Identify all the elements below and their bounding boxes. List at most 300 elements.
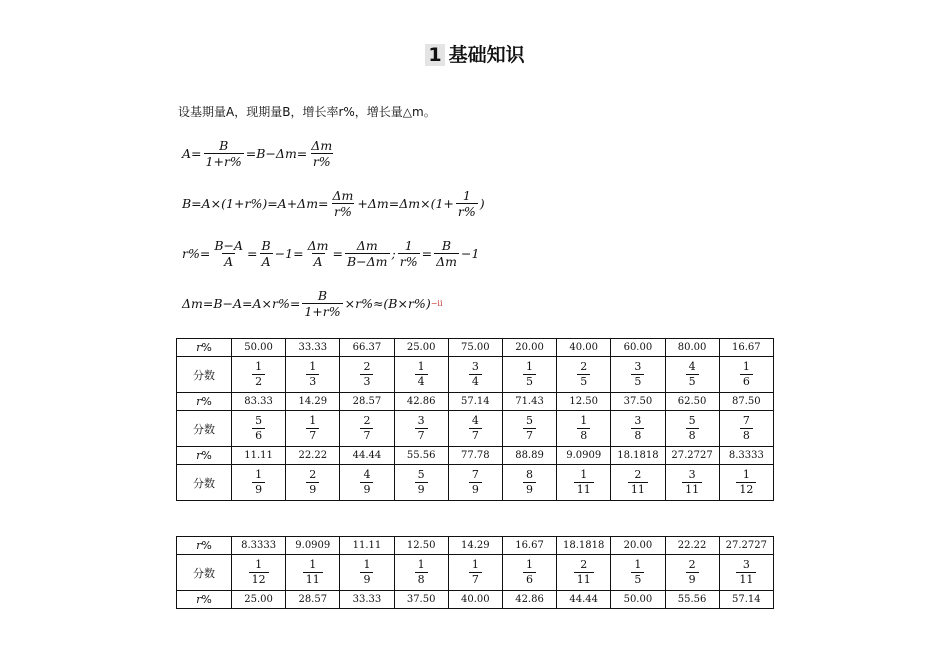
- rate-cell: 88.89: [502, 447, 556, 465]
- fraction-cell: [611, 465, 665, 501]
- formula-text: ): [479, 196, 485, 211]
- rate-cell: 12.50: [394, 537, 448, 555]
- denominator: r%: [334, 204, 352, 219]
- numerator: 1: [309, 414, 317, 427]
- fraction: [360, 360, 373, 389]
- fraction: [682, 468, 702, 497]
- rate-cell: 37.50: [394, 591, 448, 609]
- numerator: 2: [580, 360, 588, 373]
- denominator: Δm: [436, 254, 457, 269]
- numerator: 1: [255, 558, 263, 571]
- denominator: 9: [252, 482, 265, 497]
- fraction-cell: [340, 555, 394, 591]
- fraction: [469, 414, 482, 443]
- fraction-cell: [611, 555, 665, 591]
- numerator: 3: [634, 414, 642, 427]
- fraction: [523, 468, 536, 497]
- numerator: 5: [688, 414, 696, 427]
- formula-growth-rate: [182, 238, 479, 269]
- rate-cell: 16.67: [502, 537, 556, 555]
- fraction: [577, 360, 590, 389]
- numerator: 2: [634, 468, 642, 481]
- denominator: 9: [469, 482, 482, 497]
- fraction: [523, 360, 536, 389]
- rate-cell: 44.44: [557, 591, 611, 609]
- fraction-label: 分数: [193, 566, 215, 580]
- denominator: 7: [523, 428, 536, 443]
- numerator: 5: [255, 414, 263, 427]
- rate-symbol: r: [196, 593, 202, 606]
- fraction: [306, 238, 331, 269]
- fraction-cell: [340, 411, 394, 447]
- numerator: 4: [471, 414, 479, 427]
- numerator: Δm: [311, 138, 333, 153]
- rate-cell: 27.2727: [719, 537, 773, 555]
- fraction-cell: [611, 411, 665, 447]
- numerator: 3: [742, 558, 750, 571]
- formula-text: ×r%≈(B×r%): [344, 296, 431, 311]
- numerator: 4: [363, 468, 371, 481]
- rate-cell: 80.00: [665, 339, 719, 357]
- fraction-label: 分数: [193, 368, 215, 382]
- numerator: Δm: [307, 238, 329, 253]
- denominator: B−Δm: [346, 254, 388, 269]
- formula-text: Δm=B−A=A×r%=: [182, 296, 301, 311]
- denominator: 9: [306, 482, 319, 497]
- numerator: 7: [471, 468, 479, 481]
- rate-cell: 42.86: [502, 591, 556, 609]
- section-title: 基础知识: [448, 44, 525, 66]
- numerator: 3: [471, 360, 479, 373]
- fraction: [302, 288, 342, 319]
- fraction-row: [177, 555, 774, 591]
- fraction-cell: [557, 357, 611, 393]
- denominator: 9: [360, 482, 373, 497]
- rate-cell: 71.43: [502, 393, 556, 411]
- rate-symbol: r: [196, 341, 202, 354]
- rate-cell: 20.00: [611, 537, 665, 555]
- numerator: B: [219, 138, 229, 153]
- fraction-cell: [340, 465, 394, 501]
- rate-cell: 50.00: [232, 339, 286, 357]
- denominator: 6: [252, 428, 265, 443]
- denominator: r%: [312, 154, 331, 169]
- numerator: 1: [526, 360, 534, 373]
- fraction-cell: [502, 555, 556, 591]
- denominator: 12: [249, 572, 269, 587]
- numerator: 2: [363, 360, 371, 373]
- fraction-cell: [394, 465, 448, 501]
- rate-cell: 42.86: [394, 393, 448, 411]
- formula-text: −1: [460, 246, 480, 261]
- rate-cell: 16.67: [719, 339, 773, 357]
- rate-cell: 57.14: [719, 591, 773, 609]
- rate-cell: 14.29: [448, 537, 502, 555]
- rate-row: [177, 591, 774, 609]
- formula-text: A=: [182, 146, 202, 161]
- formula-text: B=A×(1+r%)=A+Δm=: [182, 196, 329, 211]
- denominator: 7: [469, 572, 482, 587]
- fraction-cell: [665, 555, 719, 591]
- fraction: [415, 360, 428, 389]
- fraction: [204, 138, 244, 169]
- fraction-cell: [448, 357, 502, 393]
- denominator: 1+r%: [205, 154, 242, 169]
- rate-cell: 33.33: [340, 591, 394, 609]
- denominator: 7: [469, 428, 482, 443]
- fraction-cell: [340, 357, 394, 393]
- rate-cell: 9.0909: [286, 537, 340, 555]
- numerator: 1: [471, 558, 479, 571]
- rate-cell: 20.00: [502, 339, 556, 357]
- fraction: [252, 360, 265, 389]
- fraction-cell: [611, 357, 665, 393]
- rate-symbol: r: [196, 449, 202, 462]
- denominator: A: [313, 254, 323, 269]
- rate-row: [177, 537, 774, 555]
- formula-text: =: [332, 246, 343, 261]
- fraction-header-cell: [177, 555, 232, 591]
- formula-text: r%=: [182, 246, 211, 261]
- denominator: 8: [631, 428, 644, 443]
- rate-cell: 75.00: [448, 339, 502, 357]
- fraction: [249, 558, 269, 587]
- percent-symbol: %: [201, 593, 212, 606]
- fraction-cell: [394, 357, 448, 393]
- rate-cell: 57.14: [448, 393, 502, 411]
- denominator: 9: [415, 482, 428, 497]
- denominator: A: [261, 254, 271, 269]
- rate-cell: 55.56: [665, 591, 719, 609]
- fraction: [415, 468, 428, 497]
- numerator: 4: [688, 360, 696, 373]
- fraction: [306, 360, 319, 389]
- rate-row: [177, 447, 774, 465]
- fraction-cell: [557, 411, 611, 447]
- rate-cell: 83.33: [232, 393, 286, 411]
- fraction-cell: [557, 465, 611, 501]
- formula-text: −1=: [274, 246, 304, 261]
- rate-cell: 8.3333: [719, 447, 773, 465]
- rate-symbol: r: [196, 539, 202, 552]
- percent-symbol: %: [201, 341, 212, 354]
- numerator: B: [441, 238, 452, 253]
- fraction-cell: [286, 411, 340, 447]
- fraction: [456, 188, 478, 219]
- fraction-cell: [719, 555, 773, 591]
- numerator: Δm: [332, 188, 354, 203]
- intro-text: 设基期量A，现期量B，增长率r%，增长量△m。: [178, 105, 436, 119]
- fraction-cell: [719, 411, 773, 447]
- denominator: 12: [736, 482, 756, 497]
- numerator: 1: [404, 238, 413, 253]
- rate-cell: 18.1818: [557, 537, 611, 555]
- numerator: 2: [580, 558, 588, 571]
- numerator: 3: [634, 360, 642, 373]
- percent-symbol: %: [201, 449, 212, 462]
- fraction: [309, 138, 334, 169]
- denominator: 7: [360, 428, 373, 443]
- fraction-cell: [665, 357, 719, 393]
- denominator: 3: [360, 374, 373, 389]
- fraction: [415, 414, 428, 443]
- percent-symbol: %: [201, 539, 212, 552]
- denominator: 5: [523, 374, 536, 389]
- fraction: [736, 468, 756, 497]
- numerator: 1: [634, 558, 642, 571]
- numerator: 8: [526, 468, 534, 481]
- denominator: r%: [457, 204, 476, 219]
- formula-text: +Δm=Δm×(1+: [357, 196, 454, 211]
- rate-cell: 60.00: [611, 339, 665, 357]
- fraction-cell: [286, 465, 340, 501]
- rate-cell: 77.78: [448, 447, 502, 465]
- denominator: 11: [682, 482, 702, 497]
- formula-text: ;: [391, 246, 396, 261]
- numerator: 3: [688, 468, 696, 481]
- section-number: 1: [425, 44, 444, 66]
- fraction: [260, 238, 273, 269]
- rate-cell: 25.00: [394, 339, 448, 357]
- fraction: [360, 468, 373, 497]
- page-title: [0, 40, 950, 67]
- fraction-cell: [448, 555, 502, 591]
- fraction-cell: [448, 411, 502, 447]
- rate-cell: 22.22: [286, 447, 340, 465]
- fraction-rate-table: [176, 536, 774, 609]
- numerator: 5: [417, 468, 425, 481]
- fraction: [331, 188, 356, 219]
- rate-cell: 22.22: [665, 537, 719, 555]
- rate-cell: 50.00: [611, 591, 665, 609]
- numerator: 1: [742, 468, 750, 481]
- rate-cell: 25.00: [232, 591, 286, 609]
- rate-cell: 28.57: [340, 393, 394, 411]
- denominator: 5: [631, 572, 644, 587]
- denominator: 11: [574, 482, 594, 497]
- rate-cell: 40.00: [557, 339, 611, 357]
- fraction-label: 分数: [193, 422, 215, 436]
- denominator: 9: [686, 572, 699, 587]
- fraction: [415, 558, 428, 587]
- rate-row: [177, 339, 774, 357]
- fraction: [303, 558, 323, 587]
- rate-header-cell: [177, 339, 232, 357]
- fraction: [574, 558, 594, 587]
- fraction: [360, 414, 373, 443]
- fraction: [686, 360, 699, 389]
- rate-cell: 9.0909: [557, 447, 611, 465]
- fraction: [577, 414, 590, 443]
- fraction-cell: [232, 357, 286, 393]
- fraction-cell: [232, 555, 286, 591]
- fraction: [740, 360, 753, 389]
- formula-text: =: [421, 246, 433, 261]
- rate-cell: 27.2727: [665, 447, 719, 465]
- denominator: 5: [631, 374, 644, 389]
- fraction-header-cell: [177, 465, 232, 501]
- numerator: 3: [417, 414, 425, 427]
- numerator: 1: [526, 558, 534, 571]
- denominator: 2: [252, 374, 265, 389]
- fraction-row: [177, 465, 774, 501]
- denominator: 8: [686, 428, 699, 443]
- fraction: [360, 558, 373, 587]
- rate-header-cell: [177, 591, 232, 609]
- fraction: [686, 414, 699, 443]
- formula-text: =: [247, 246, 258, 261]
- numerator: 1: [580, 414, 588, 427]
- fraction: [736, 558, 756, 587]
- numerator: 1: [255, 468, 263, 481]
- fraction-cell: [665, 411, 719, 447]
- rate-cell: 14.29: [286, 393, 340, 411]
- fraction: [306, 414, 319, 443]
- fraction: [574, 468, 594, 497]
- fraction: [252, 414, 265, 443]
- denominator: 9: [523, 482, 536, 497]
- rate-cell: 62.50: [665, 393, 719, 411]
- formula-growth-amount: [182, 288, 443, 319]
- numerator: B: [261, 238, 271, 253]
- denominator: 11: [303, 572, 323, 587]
- fraction-header-cell: [177, 411, 232, 447]
- numerator: 1: [417, 360, 425, 373]
- rate-cell: 66.37: [340, 339, 394, 357]
- denominator: 4: [415, 374, 428, 389]
- rate-cell: 33.33: [286, 339, 340, 357]
- fraction: [523, 558, 536, 587]
- numerator: 1: [309, 360, 317, 373]
- denominator: 5: [577, 374, 590, 389]
- fraction-cell: [557, 555, 611, 591]
- fraction: [398, 238, 420, 269]
- fraction: [306, 468, 319, 497]
- numerator: 2: [309, 468, 317, 481]
- denominator: 1+r%: [304, 304, 341, 319]
- denominator: 7: [306, 428, 319, 443]
- denominator: 9: [360, 572, 373, 587]
- fraction-cell: [394, 411, 448, 447]
- denominator: 11: [736, 572, 756, 587]
- fraction: [212, 238, 245, 269]
- fraction-cell: [719, 357, 773, 393]
- denominator: A: [224, 254, 234, 269]
- fraction: [523, 414, 536, 443]
- numerator: 5: [526, 414, 534, 427]
- fraction: [252, 468, 265, 497]
- fraction-label: 分数: [193, 476, 215, 490]
- rate-fraction-table: [176, 338, 774, 501]
- denominator: 6: [740, 374, 753, 389]
- fraction-cell: [286, 357, 340, 393]
- rate-cell: 87.50: [719, 393, 773, 411]
- numerator: 1: [363, 558, 371, 571]
- denominator: 8: [740, 428, 753, 443]
- rate-cell: 8.3333: [232, 537, 286, 555]
- formula-base-period: [182, 138, 336, 169]
- fraction: [469, 360, 482, 389]
- numerator: 2: [363, 414, 371, 427]
- rate-cell: 11.11: [232, 447, 286, 465]
- fraction-cell: [448, 465, 502, 501]
- numerator: 7: [742, 414, 750, 427]
- fraction-cell: [394, 555, 448, 591]
- fraction-cell: [665, 465, 719, 501]
- annotation-mark: −ii: [430, 299, 443, 308]
- percent-symbol: %: [201, 395, 212, 408]
- fraction: [740, 414, 753, 443]
- denominator: 11: [574, 572, 594, 587]
- fraction-cell: [502, 411, 556, 447]
- numerator: 2: [688, 558, 696, 571]
- formula-text: =B−Δm=: [245, 146, 308, 161]
- fraction-header-cell: [177, 357, 232, 393]
- rate-cell: 18.1818: [611, 447, 665, 465]
- numerator: 1: [309, 558, 317, 571]
- denominator: 7: [415, 428, 428, 443]
- fraction: [631, 414, 644, 443]
- numerator: Δm: [356, 238, 378, 253]
- fraction-cell: [232, 465, 286, 501]
- fraction-cell: [502, 357, 556, 393]
- fraction: [628, 468, 648, 497]
- rate-cell: 55.56: [394, 447, 448, 465]
- rate-row: [177, 393, 774, 411]
- rate-header-cell: [177, 537, 232, 555]
- denominator: 11: [628, 482, 648, 497]
- rate-cell: 28.57: [286, 591, 340, 609]
- fraction-cell: [286, 555, 340, 591]
- fraction: [686, 558, 699, 587]
- fraction: [631, 360, 644, 389]
- numerator: 1: [580, 468, 588, 481]
- numerator: B: [317, 288, 328, 303]
- fraction-row: [177, 411, 774, 447]
- rate-cell: 12.50: [557, 393, 611, 411]
- rate-cell: 40.00: [448, 591, 502, 609]
- numerator: 1: [742, 360, 750, 373]
- numerator: 1: [417, 558, 425, 571]
- rate-cell: 37.50: [611, 393, 665, 411]
- fraction-cell: [719, 465, 773, 501]
- rate-header-cell: [177, 447, 232, 465]
- numerator: B−A: [214, 238, 244, 253]
- denominator: 5: [686, 374, 699, 389]
- rate-symbol: r: [196, 395, 202, 408]
- rate-cell: 44.44: [340, 447, 394, 465]
- fraction: [631, 558, 644, 587]
- rate-header-cell: [177, 393, 232, 411]
- fraction-cell: [232, 411, 286, 447]
- fraction: [345, 238, 390, 269]
- denominator: 8: [577, 428, 590, 443]
- fraction: [434, 238, 459, 269]
- fraction-row: [177, 357, 774, 393]
- fraction: [469, 468, 482, 497]
- fraction: [469, 558, 482, 587]
- formula-current-period: [182, 188, 485, 219]
- denominator: r%: [399, 254, 418, 269]
- denominator: 8: [415, 572, 428, 587]
- fraction-cell: [502, 465, 556, 501]
- denominator: 3: [306, 374, 319, 389]
- numerator: 1: [462, 188, 471, 203]
- numerator: 1: [255, 360, 263, 373]
- denominator: 6: [523, 572, 536, 587]
- rate-cell: 11.11: [340, 537, 394, 555]
- denominator: 4: [469, 374, 482, 389]
